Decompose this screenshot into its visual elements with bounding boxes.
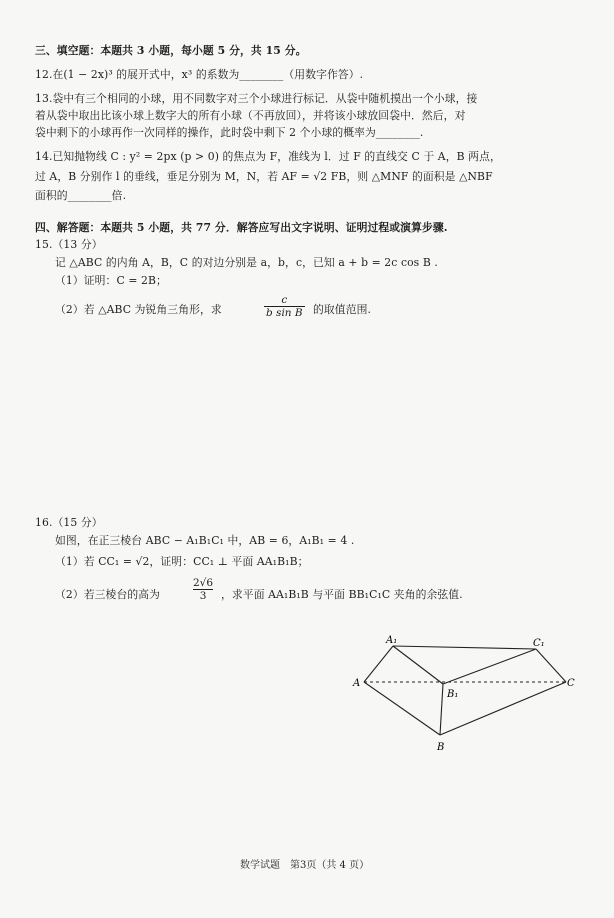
edge-A1B1	[393, 646, 443, 684]
question-13-line3: 袋中剩下的小球再作一次同样的操作，此时袋中剩下 2 个小球的概率为________.	[35, 126, 424, 139]
section3-heading: 三、填空题：本题共 3 小题，每小题 5 分，共 15 分。	[35, 44, 307, 57]
fraction-denominator: b sin B	[266, 307, 303, 319]
question-15-part2-pre: （2）若 △ABC 为锐角三角形，求	[55, 303, 222, 316]
edge-AA1	[364, 646, 393, 682]
fraction-denominator: 3	[193, 589, 213, 602]
question-16-part2-post: ，求平面 AA₁B₁B 与平面 BB₁C₁C 夹角的余弦值.	[221, 588, 463, 601]
edge-BB1	[440, 684, 443, 735]
question-14-line2: 过 A，B 分别作 l 的垂线，垂足分别为 M，N，若 AF = √2 FB，则 △MNF 的面积是 △NBF	[35, 170, 493, 183]
question-15-title: 15.（13 分）	[35, 238, 103, 251]
question-16-stem: 如图，在正三棱台 ABC − A₁B₁C₁ 中，AB = 6，A₁B₁ = 4 .	[55, 534, 355, 547]
fraction-numerator: c	[281, 294, 288, 306]
fraction-numerator: 2√6	[193, 577, 214, 589]
question-16-fraction	[193, 577, 213, 602]
question-13-line2: 着从袋中取出比该小球上数字大的所有小球（不再放回），并将该小球放回袋中．然后，对	[35, 109, 466, 122]
edge-B1C1	[443, 649, 536, 684]
question-15-part1: （1）证明：C = 2B；	[55, 274, 167, 287]
question-15-part2-post: 的取值范围.	[313, 303, 372, 316]
edge-AB	[364, 682, 440, 735]
question-16-part1: （1）若 CC₁ = √2，证明：CC₁ ⊥ 平面 AA₁B₁B；	[55, 555, 309, 568]
question-15-stem: 记 △ABC 的内角 A，B，C 的对边分别是 a，b，c，已知 a + b = 2c cos B .	[55, 256, 438, 269]
question-14-line1: 14.已知抛物线 C : y² = 2px (p > 0) 的焦点为 F，准线为 l．过 F 的直线交 C 于 A，B 两点，	[35, 150, 501, 163]
edge-BC	[440, 682, 566, 735]
label-B: B	[437, 742, 445, 753]
label-A1: A₁	[386, 635, 398, 646]
question-14-line3: 面积的________倍.	[35, 189, 127, 202]
question-13-line1: 13.袋中有三个相同的小球，用不同数字对三个小球进行标记．从袋中随机摸出一个小球，接	[35, 92, 478, 105]
frustum-figure	[350, 630, 590, 760]
label-C1: C₁	[533, 638, 545, 649]
page-footer: 数学试题 第3页（共 4 页）	[240, 860, 370, 871]
label-A: A	[353, 678, 361, 689]
section4-heading: 四、解答题：本题共 5 小题，共 77 分．解答应写出文字说明、证明过程或演算步骤.	[35, 221, 448, 234]
edge-CC1	[536, 649, 566, 682]
question-15-fraction	[264, 294, 305, 319]
edge-A1C1	[393, 646, 536, 649]
question-16-part2-pre: （2）若三棱台的高为	[55, 588, 161, 601]
label-B1: B₁	[447, 689, 459, 700]
label-C: C	[567, 678, 575, 689]
question-12: 12.在(1 − 2x)³ 的展开式中，x³ 的系数为________（用数字作答）.	[35, 68, 364, 81]
question-16-title: 16.（15 分）	[35, 516, 103, 529]
